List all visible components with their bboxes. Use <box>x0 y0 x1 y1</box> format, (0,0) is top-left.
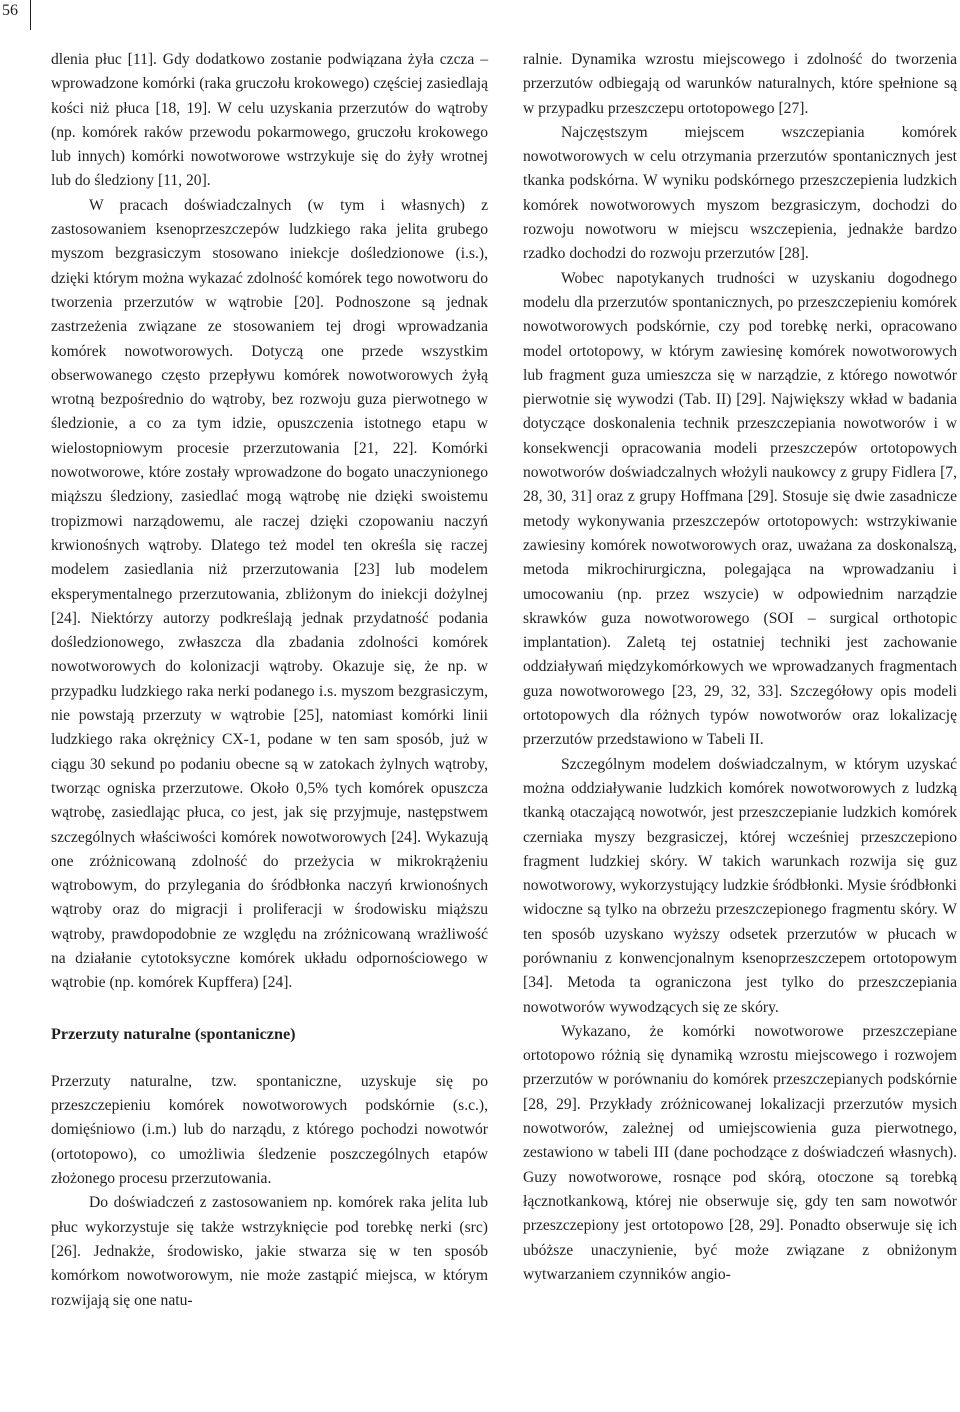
paragraph: Wykazano, że komórki nowotworowe przeszczepiane ortotopowo różnią się dynamiką wzrostu miejscowego i rozwojem przerzutów w porównaniu do komórek przeszczepianych podskórnie [28, 29]. Przykłady zróżnicowanej lokalizacji przerzutów mysich nowotworów, zależnej od umiejscowienia guza pierwotnego, zestawiono w tabeli III (dane pochodzące z doświadczeń własnych). Guzy nowotworowe, rosnące pod skórą, otoczone są torebką łącznotkankową, której nie obserwuje się, gdy ten sam nowotwór przeszczepiony jest ortotopowo [28, 29]. Ponadto obserwuje się ich ubóższe unaczynienie, być może związane z obniżonym wytwarzaniem czynników angio- <box>523 1022 957 1283</box>
paragraph: W pracach doświadczalnych (w tym i własnych) z zastosowaniem ksenoprzeszczepów ludzkiego raka jelita grubego myszom bezgrasiczym stosowano iniekcje dośledzionowe (i.s.), dzięki którym można wykazać zdolność komórek tego nowotworu do tworzenia przerzutów w wątrobie [20]. Podnoszone są jednak zastrzeżenia związane ze stosowaniem tej drogi wprowadzania komórek nowotworowych. Dotyczą one przede wszystkim obserwowanego często przepływu komórek nowotworowych żyłą wrotną bezpośrednio do wątroby, bez rozwoju guza pierwotnego w śledzionie, a co za tym idzie, opuszczenia istotnego etapu w wielostopniowym procesie przerzutowania [21, 22]. Komórki nowotworowe, które zostały wprowadzone do bogato unaczynionego miąższu śledziony, zasiedlać mogą wątrobę nie dzięki swoistemu tropizmowi narządowemu, ale raczej dzięki czopowaniu naczyń krwionośnych wątroby. Dlatego też model ten określa się raczej modelem zasiedlania niż przerzutowania [23] lub modelem eksperymentalnego przerzutowania, zbliżonym do iniekcji dożylnej [24]. Niektórzy autorzy podkreślają jednak przydatność podania dośledzionowego, zwłaszcza dla zbadania zdolności komórek nowotworowych do kolonizacji wątroby. Okazuje się, że np. w przypadku ludzkiego raka nerki podanego i.s. myszom bezgrasiczym, nie powstają przerzuty w wątrobie [25], natomiast komórki linii ludzkiego raka okrężnicy CX-1, podane w ten sam sposób, już w ciągu 30 sekund po podaniu obecne są w zatokach żylnych wątroby, tworząc ogniska przerzutowe. Około 0,5% tych komórek opuszcza wątrobę, zasiedlając płuca, co jest, jak się przyjmuje, następstwem szczególnych właściwości komórek nowotworowych [24]. Wykazują one zróżnicowaną zdolność do przeżycia w mikrokrążeniu wątrobowym, do przylegania do śródbłonka naczyń krwionośnych wątroby oraz do migracji i proliferacji w środowisku miąższu wątroby, prawdopodobnie ze względu na zróżnicowaną wrażliwość na działanie cytotoksyczne komórek układu odpornościowego w wątrobie (np. komórek Kupffera) [24]. <box>51 196 488 992</box>
section-heading: Przerzuty naturalne (spontaniczne) <box>51 1024 296 1043</box>
paragraph: ralnie. Dynamika wzrostu miejscowego i zdolność do tworzenia przerzutów odbiegają od warunków naturalnych, które spełnione są w przypadku przeszczepu ortotopowego [27]. <box>523 51 957 117</box>
paragraph: Wobec napotykanych trudności w uzyskaniu dogodnego modelu dla przerzutów spontanicznych, po przeszczepieniu komórek nowotworowych podskórnie, czy pod torebkę nerki, opracowano model ortotopowy, w którym zawiesinę komórek nowotworowych lub fragment guza umieszcza się w narządzie, z którego nowotwór pierwotnie się wywodzi (Tab. II) [29]. Największy wkład w badania dotyczące doskonalenia technik przeszczepiania nowotworów i w konsekwencji opracowania modeli przeszczepów ortotopowych nowotworów doświadczalnych włożyli naukowcy z grupy Fidlera [7, 28, 30, 31] oraz z grupy Hoffmana [29]. Stosuje się dwie zasadnicze metody wykonywania przeszczepów ortotopowych: wstrzykiwanie zawiesiny komórek nowotworowych oraz, uważana za doskonalszą, metoda mikrochirurgiczna, polegająca na wprowadzaniu i umocowaniu (np. przez wszycie) w odpowiednim narządzie skrawków guza nowotworowego (SOI – surgical orthotopic implantation). Zaletą tej ostatniej techniki jest zachowanie oddziaływań międzykomórkowych we wprowadzanych fragmentach guza nowotworowego [23, 29, 32, 33]. Szczegółowy opis modeli ortotopowych dla różnych typów nowotworów oraz lokalizację przerzutów przedstawiono w Tabeli II. <box>523 269 957 749</box>
page-number: 56 <box>2 2 18 19</box>
paragraph: Najczęstszym miejscem wszczepiania komórek nowotworowych w celu otrzymania przerzutów spontanicznych jest tkanka podskórna. W wyniku podskórnego przeszczepienia ludzkich komórek nowotworowych myszom bezgrasiczym, dochodzi do rozwoju nowotworu w miejscu wszczepienia, jednakże bardzo rzadko dochodzi do rozwoju przerzutów [28]. <box>523 123 957 263</box>
paragraph: dlenia płuc [11]. Gdy dodatkowo zostanie podwiązana żyła czcza – wprowadzone komórki (raka gruczołu krokowego) częściej zasiedlają kości niż płuca [18, 19]. W celu uzyskania przerzutów do wątroby (np. komórek raków przewodu pokarmowego, gruczołu krokowego lub innych) komórki nowotworowe wstrzykuje się do żyły wrotnej lub do śledziony [11, 20]. <box>51 51 488 190</box>
right-column <box>523 48 957 1287</box>
paragraph: Szczególnym modelem doświadczalnym, w którym uzyskać można oddziaływanie ludzkich komórek nowotworowych z ludzką tkanką otaczającą nowotwór, jest przeszczepianie ludzkich komórek czerniaka myszy bezgrasiczej, której wcześniej przeszczepiono fragment ludzkiej skóry. W takich warunkach rozwija się guz nowotworowy, wykorzystujący ludzkie śródbłonki. Mysie śródbłonki widoczne są tylko na obrzeżu przeszczepionego fragmentu skóry. W ten sposób uzyskano wyższy odsetek przerzutów w płucach w porównaniu z konwencjonalnym ksenoprzeszczepem ortotopowym [34]. Metoda ta ograniczona jest tylko do przeszczepiania nowotworów wywodzących się ze skóry. <box>523 755 957 1016</box>
paragraph: Przerzuty naturalne, tzw. spontaniczne, uzyskuje się po przeszczepieniu komórek nowotworowych podskórnie (s.c.), domięśniowo (i.m.) lub do narządu, z którego pochodzi nowotwór (ortotopowo), co umożliwia śledzenie poszczególnych etapów złożonego procesu przerzutowania. <box>51 1072 488 1188</box>
left-column <box>51 48 488 1313</box>
paragraph: Do doświadczeń z zastosowaniem np. komórek raka jelita lub płuc wykorzystuje się także wstrzyknięcie pod torebkę nerki (src) [26]. Jednakże, środowisko, jakie stwarza się w ten sposób komórkom nowotworowym, nie może zastąpić miejsca, w którym rozwijają się one natu- <box>51 1194 488 1309</box>
header-rule <box>30 0 31 30</box>
